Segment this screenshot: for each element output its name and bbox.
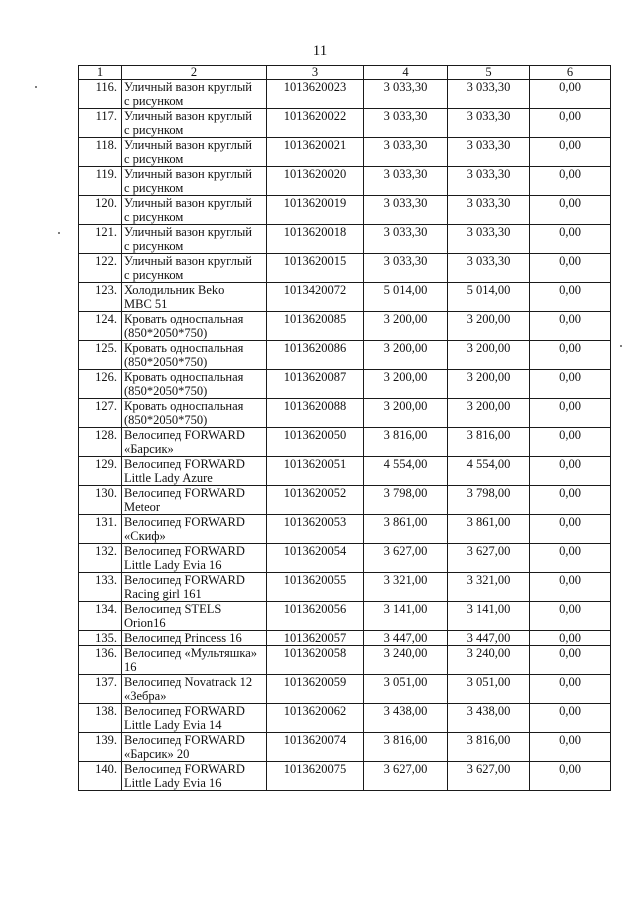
value-col-5: 3 200,00 — [448, 341, 530, 370]
table-header — [79, 66, 611, 80]
item-name-line: Кровать односпальная — [124, 399, 244, 413]
row-number: 121. — [79, 225, 122, 254]
item-name-line: Уличный вазон круглый — [124, 196, 252, 210]
value-col-5: 3 321,00 — [448, 573, 530, 602]
table-row — [79, 428, 611, 457]
value-col-5: 3 033,30 — [448, 254, 530, 283]
value-col-5: 3 627,00 — [448, 762, 530, 791]
item-name-line: Велосипед FORWARD — [124, 457, 245, 471]
value-col-4: 3 051,00 — [364, 675, 448, 704]
inventory-code: 1013620086 — [267, 341, 364, 370]
table-row — [79, 675, 611, 704]
item-name-line: «Барсик» — [124, 442, 174, 456]
value-col-4: 3 141,00 — [364, 602, 448, 631]
inventory-code: 1013420072 — [267, 283, 364, 312]
page-number: 11 — [312, 43, 328, 59]
item-name-line: Холодильник Beko — [124, 283, 225, 297]
item-name-line: Уличный вазон круглый — [124, 109, 252, 123]
value-col-5: 4 554,00 — [448, 457, 530, 486]
row-number: 130. — [79, 486, 122, 515]
inventory-code: 1013620062 — [267, 704, 364, 733]
item-name-line: (850*2050*750) — [124, 326, 208, 340]
item-name-line: Уличный вазон круглый — [124, 167, 252, 181]
item-name — [122, 254, 267, 283]
value-col-6: 0,00 — [530, 312, 611, 341]
item-name — [122, 341, 267, 370]
value-col-6: 0,00 — [530, 109, 611, 138]
row-number: 134. — [79, 602, 122, 631]
table-row — [79, 544, 611, 573]
value-col-5: 3 447,00 — [448, 631, 530, 646]
table-row — [79, 704, 611, 733]
value-col-5: 3 816,00 — [448, 428, 530, 457]
item-name-line: с рисунком — [124, 239, 184, 253]
value-col-4: 5 014,00 — [364, 283, 448, 312]
row-number: 135. — [79, 631, 122, 646]
item-name-line: Велосипед FORWARD — [124, 704, 245, 718]
item-name-line: Racing girl 161 — [124, 587, 202, 601]
item-name-line: Кровать односпальная — [124, 312, 244, 326]
item-name — [122, 428, 267, 457]
item-name-line: Велосипед Novatrack 12 — [124, 675, 253, 689]
header-col-1: 1 — [79, 66, 122, 80]
value-col-4: 3 816,00 — [364, 733, 448, 762]
value-col-5: 3 200,00 — [448, 370, 530, 399]
table-row — [79, 312, 611, 341]
inventory-code: 1013620075 — [267, 762, 364, 791]
item-name-line: Little Lady Azure — [124, 471, 213, 485]
row-number: 129. — [79, 457, 122, 486]
inventory-code: 1013620020 — [267, 167, 364, 196]
header-col-5: 5 — [448, 66, 530, 80]
row-number: 133. — [79, 573, 122, 602]
value-col-5: 3 438,00 — [448, 704, 530, 733]
value-col-4: 3 240,00 — [364, 646, 448, 675]
value-col-5: 3 141,00 — [448, 602, 530, 631]
item-name — [122, 312, 267, 341]
item-name-line: Кровать односпальная — [124, 370, 244, 384]
inventory-code: 1013620021 — [267, 138, 364, 167]
item-name-line: Велосипед FORWARD — [124, 486, 245, 500]
item-name-line: Велосипед FORWARD — [124, 762, 245, 776]
table-row — [79, 762, 611, 791]
value-col-4: 3 627,00 — [364, 762, 448, 791]
table-row — [79, 602, 611, 631]
value-col-6: 0,00 — [530, 733, 611, 762]
item-name — [122, 225, 267, 254]
item-name-line: Велосипед Princess 16 — [124, 631, 242, 645]
item-name — [122, 457, 267, 486]
value-col-4: 3 033,30 — [364, 109, 448, 138]
item-name-line: Little Lady Evia 16 — [124, 558, 222, 572]
item-name — [122, 733, 267, 762]
value-col-5: 3 033,30 — [448, 167, 530, 196]
item-name — [122, 515, 267, 544]
item-name-line: Велосипед FORWARD — [124, 573, 245, 587]
item-name — [122, 109, 267, 138]
item-name-line: Orion16 — [124, 616, 166, 630]
item-name-line: Уличный вазон круглый — [124, 138, 252, 152]
item-name-line: (850*2050*750) — [124, 355, 208, 369]
value-col-4: 3 816,00 — [364, 428, 448, 457]
inventory-code: 1013620050 — [267, 428, 364, 457]
row-number: 126. — [79, 370, 122, 399]
header-row — [79, 66, 611, 80]
value-col-4: 3 033,30 — [364, 225, 448, 254]
inventory-code: 1013620055 — [267, 573, 364, 602]
item-name-line: с рисунком — [124, 268, 184, 282]
inventory-code: 1013620057 — [267, 631, 364, 646]
scan-speck — [620, 345, 622, 347]
value-col-4: 3 438,00 — [364, 704, 448, 733]
value-col-5: 3 240,00 — [448, 646, 530, 675]
table-row — [79, 515, 611, 544]
item-name-line: «Скиф» — [124, 529, 166, 543]
value-col-4: 3 033,30 — [364, 80, 448, 109]
value-col-6: 0,00 — [530, 225, 611, 254]
value-col-6: 0,00 — [530, 602, 611, 631]
value-col-6: 0,00 — [530, 80, 611, 109]
item-name-line: Уличный вазон круглый — [124, 254, 252, 268]
value-col-4: 3 033,30 — [364, 167, 448, 196]
inventory-table — [78, 65, 611, 791]
item-name-line: Велосипед FORWARD — [124, 544, 245, 558]
value-col-4: 3 798,00 — [364, 486, 448, 515]
value-col-5: 3 033,30 — [448, 109, 530, 138]
header-col-2: 2 — [122, 66, 267, 80]
table-row — [79, 486, 611, 515]
row-number: 140. — [79, 762, 122, 791]
table-row — [79, 457, 611, 486]
item-name-line: Little Lady Evia 14 — [124, 718, 222, 732]
value-col-6: 0,00 — [530, 138, 611, 167]
value-col-5: 3 033,30 — [448, 225, 530, 254]
item-name — [122, 544, 267, 573]
item-name — [122, 370, 267, 399]
value-col-4: 3 447,00 — [364, 631, 448, 646]
table-row — [79, 138, 611, 167]
table-row — [79, 196, 611, 225]
value-col-5: 3 798,00 — [448, 486, 530, 515]
row-number: 137. — [79, 675, 122, 704]
value-col-6: 0,00 — [530, 428, 611, 457]
table-row — [79, 573, 611, 602]
header-col-4: 4 — [364, 66, 448, 80]
value-col-5: 5 014,00 — [448, 283, 530, 312]
row-number: 138. — [79, 704, 122, 733]
inventory-code: 1013620052 — [267, 486, 364, 515]
item-name-line: с рисунком — [124, 152, 184, 166]
item-name-line: MBC 51 — [124, 297, 168, 311]
value-col-4: 3 627,00 — [364, 544, 448, 573]
inventory-code: 1013620087 — [267, 370, 364, 399]
row-number: 139. — [79, 733, 122, 762]
value-col-5: 3 200,00 — [448, 399, 530, 428]
item-name — [122, 602, 267, 631]
inventory-code: 1013620018 — [267, 225, 364, 254]
item-name-line: «Барсик» 20 — [124, 747, 190, 761]
item-name — [122, 283, 267, 312]
value-col-4: 3 200,00 — [364, 312, 448, 341]
header-col-6: 6 — [530, 66, 611, 80]
inventory-code: 1013620058 — [267, 646, 364, 675]
item-name-line: «Зебра» — [124, 689, 167, 703]
scan-speck — [35, 86, 37, 88]
inventory-code: 1013620051 — [267, 457, 364, 486]
row-number: 136. — [79, 646, 122, 675]
value-col-6: 0,00 — [530, 254, 611, 283]
inventory-code: 1013620059 — [267, 675, 364, 704]
item-name — [122, 704, 267, 733]
value-col-6: 0,00 — [530, 646, 611, 675]
value-col-4: 4 554,00 — [364, 457, 448, 486]
inventory-code: 1013620056 — [267, 602, 364, 631]
value-col-6: 0,00 — [530, 762, 611, 791]
table-row — [79, 646, 611, 675]
value-col-5: 3 627,00 — [448, 544, 530, 573]
value-col-6: 0,00 — [530, 457, 611, 486]
row-number: 118. — [79, 138, 122, 167]
value-col-5: 3 200,00 — [448, 312, 530, 341]
item-name-line: 16 — [124, 660, 137, 674]
row-number: 124. — [79, 312, 122, 341]
row-number: 132. — [79, 544, 122, 573]
item-name — [122, 486, 267, 515]
row-number: 120. — [79, 196, 122, 225]
item-name-line: Велосипед FORWARD — [124, 428, 245, 442]
item-name-line: с рисунком — [124, 94, 184, 108]
item-name-line: с рисунком — [124, 123, 184, 137]
table-row — [79, 341, 611, 370]
table-row — [79, 167, 611, 196]
value-col-6: 0,00 — [530, 486, 611, 515]
item-name — [122, 631, 267, 646]
table-row — [79, 399, 611, 428]
inventory-code: 1013620053 — [267, 515, 364, 544]
row-number: 119. — [79, 167, 122, 196]
inventory-code: 1013620074 — [267, 733, 364, 762]
item-name-line: Велосипед STELS — [124, 602, 222, 616]
value-col-4: 3 033,30 — [364, 196, 448, 225]
item-name-line: Велосипед «Мультяшка» — [124, 646, 258, 660]
inventory-code: 1013620019 — [267, 196, 364, 225]
row-number: 131. — [79, 515, 122, 544]
value-col-6: 0,00 — [530, 283, 611, 312]
value-col-4: 3 033,30 — [364, 254, 448, 283]
row-number: 122. — [79, 254, 122, 283]
inventory-code: 1013620022 — [267, 109, 364, 138]
item-name-line: (850*2050*750) — [124, 384, 208, 398]
row-number: 117. — [79, 109, 122, 138]
table-body — [79, 80, 611, 791]
item-name — [122, 138, 267, 167]
value-col-6: 0,00 — [530, 370, 611, 399]
item-name-line: Уличный вазон круглый — [124, 225, 252, 239]
value-col-6: 0,00 — [530, 167, 611, 196]
table-row — [79, 283, 611, 312]
item-name-line: (850*2050*750) — [124, 413, 208, 427]
value-col-6: 0,00 — [530, 573, 611, 602]
table-row — [79, 254, 611, 283]
value-col-4: 3 861,00 — [364, 515, 448, 544]
row-number: 125. — [79, 341, 122, 370]
table-row — [79, 225, 611, 254]
value-col-6: 0,00 — [530, 399, 611, 428]
value-col-4: 3 200,00 — [364, 341, 448, 370]
item-name-line: с рисунком — [124, 210, 184, 224]
header-col-3: 3 — [267, 66, 364, 80]
value-col-5: 3 033,30 — [448, 196, 530, 225]
value-col-6: 0,00 — [530, 341, 611, 370]
row-number: 127. — [79, 399, 122, 428]
item-name — [122, 196, 267, 225]
item-name-line: Велосипед FORWARD — [124, 733, 245, 747]
value-col-5: 3 861,00 — [448, 515, 530, 544]
value-col-6: 0,00 — [530, 515, 611, 544]
value-col-4: 3 321,00 — [364, 573, 448, 602]
value-col-5: 3 033,30 — [448, 80, 530, 109]
value-col-5: 3 051,00 — [448, 675, 530, 704]
row-number: 128. — [79, 428, 122, 457]
item-name — [122, 646, 267, 675]
inventory-code: 1013620015 — [267, 254, 364, 283]
item-name-line: Кровать односпальная — [124, 341, 244, 355]
value-col-4: 3 200,00 — [364, 370, 448, 399]
item-name — [122, 80, 267, 109]
item-name — [122, 573, 267, 602]
item-name — [122, 675, 267, 704]
row-number: 116. — [79, 80, 122, 109]
value-col-6: 0,00 — [530, 544, 611, 573]
value-col-6: 0,00 — [530, 675, 611, 704]
row-number: 123. — [79, 283, 122, 312]
inventory-code: 1013620023 — [267, 80, 364, 109]
inventory-code: 1013620085 — [267, 312, 364, 341]
value-col-6: 0,00 — [530, 631, 611, 646]
item-name-line: Уличный вазон круглый — [124, 80, 252, 94]
value-col-5: 3 033,30 — [448, 138, 530, 167]
item-name-line: Велосипед FORWARD — [124, 515, 245, 529]
item-name-line: с рисунком — [124, 181, 184, 195]
inventory-code: 1013620054 — [267, 544, 364, 573]
table-row — [79, 109, 611, 138]
value-col-5: 3 816,00 — [448, 733, 530, 762]
value-col-6: 0,00 — [530, 196, 611, 225]
table-row — [79, 733, 611, 762]
item-name — [122, 399, 267, 428]
scan-speck — [58, 232, 60, 234]
table-row — [79, 631, 611, 646]
table-row — [79, 80, 611, 109]
inventory-code: 1013620088 — [267, 399, 364, 428]
item-name-line: Meteor — [124, 500, 161, 514]
value-col-4: 3 200,00 — [364, 399, 448, 428]
value-col-6: 0,00 — [530, 704, 611, 733]
item-name — [122, 762, 267, 791]
value-col-4: 3 033,30 — [364, 138, 448, 167]
table-row — [79, 370, 611, 399]
item-name — [122, 167, 267, 196]
item-name-line: Little Lady Evia 16 — [124, 776, 222, 790]
